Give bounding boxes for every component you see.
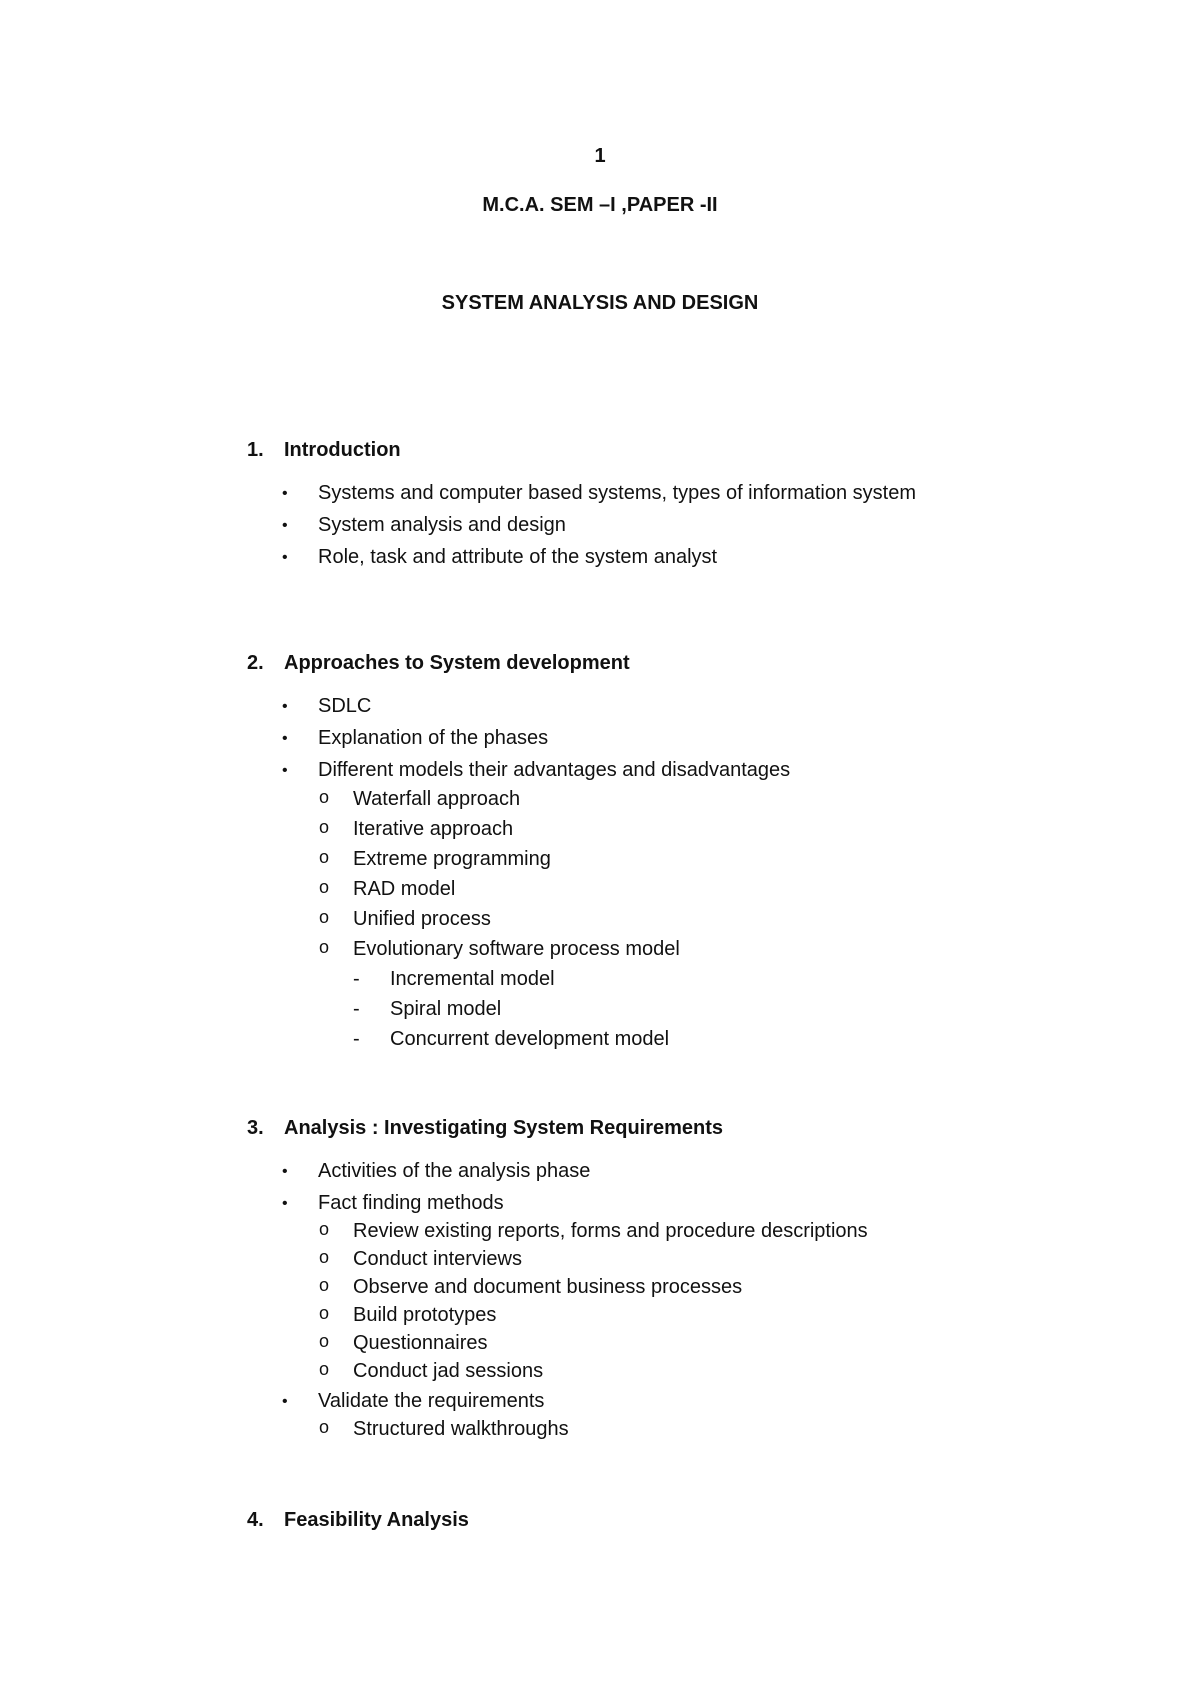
section-number: 4. <box>247 1509 264 1531</box>
section-heading <box>247 438 967 462</box>
bullet-icon: • <box>282 1195 288 1212</box>
sub-item-text: Iterative approach <box>353 818 514 840</box>
dash-icon: - <box>353 968 360 990</box>
list-item <box>247 513 967 538</box>
circle-bullet-icon: o <box>319 937 330 957</box>
list-item <box>247 545 967 570</box>
list-item <box>247 481 967 506</box>
sub-item <box>247 847 967 871</box>
dash-icon: - <box>353 1028 360 1050</box>
bullet-icon: • <box>282 549 288 566</box>
list-item-text: SDLC <box>318 695 372 717</box>
sub-item <box>247 937 967 961</box>
sub-sub-item <box>247 997 967 1021</box>
list-item-text: Different models their advantages and disadvantages <box>318 759 791 781</box>
sub-item-text: Structured walkthroughs <box>353 1418 569 1440</box>
section-number: 1. <box>247 439 264 461</box>
sub-item <box>247 1303 967 1327</box>
circle-bullet-icon: o <box>319 877 330 897</box>
circle-bullet-icon: o <box>319 1417 330 1437</box>
list-item-text: Fact finding methods <box>318 1192 504 1214</box>
list-item <box>247 694 967 719</box>
sub-item <box>247 1331 967 1355</box>
sub-item <box>247 877 967 901</box>
list-item <box>247 726 967 751</box>
sub-item <box>247 1275 967 1299</box>
sub-item <box>247 907 967 931</box>
list-item <box>247 1159 967 1184</box>
sub-sub-item-text: Spiral model <box>390 998 502 1020</box>
section-analysis <box>247 1116 967 1441</box>
sub-item-text: Observe and document business processes <box>353 1276 743 1298</box>
bullet-icon: • <box>282 1393 288 1410</box>
list-item-text: System analysis and design <box>318 514 566 536</box>
circle-bullet-icon: o <box>319 1219 330 1239</box>
sub-item <box>247 1359 967 1383</box>
section-approaches <box>247 651 967 1051</box>
section-heading <box>247 1116 967 1140</box>
circle-bullet-icon: o <box>319 1275 330 1295</box>
list-item <box>247 758 967 783</box>
section-feasibility <box>247 1508 967 1532</box>
sub-sub-item <box>247 1027 967 1051</box>
sub-item <box>247 1247 967 1271</box>
sub-item-text: Conduct jad sessions <box>353 1360 544 1382</box>
bullet-icon: • <box>282 1163 288 1180</box>
bullet-list <box>247 481 967 570</box>
circle-bullet-icon: o <box>319 1303 330 1323</box>
list-item <box>247 1191 967 1216</box>
sub-item-text: Unified process <box>353 908 491 930</box>
course-line: M.C.A. SEM –I ,PAPER -II <box>482 194 718 216</box>
bullet-list <box>247 1159 967 1216</box>
sub-item <box>247 1219 967 1243</box>
list-item-text: Validate the requirements <box>318 1390 545 1412</box>
sub-item <box>247 1417 967 1441</box>
section-title: Approaches to System development <box>284 652 630 674</box>
sub-item-text: Questionnaires <box>353 1332 488 1354</box>
section-number: 3. <box>247 1117 264 1139</box>
sub-sub-item-text: Incremental model <box>390 968 555 990</box>
circle-bullet-icon: o <box>319 1247 330 1267</box>
section-heading <box>247 1508 967 1532</box>
sub-item <box>247 817 967 841</box>
bullet-icon: • <box>282 730 288 747</box>
section-introduction <box>247 438 967 570</box>
circle-bullet-icon: o <box>319 1331 330 1351</box>
section-heading <box>247 651 967 675</box>
bullet-icon: • <box>282 485 288 502</box>
bullet-icon: • <box>282 698 288 715</box>
section-number: 2. <box>247 652 264 674</box>
sub-item-text: Waterfall approach <box>353 788 521 810</box>
circle-bullet-icon: o <box>319 1359 330 1379</box>
section-title: Introduction <box>284 439 401 461</box>
document-title: SYSTEM ANALYSIS AND DESIGN <box>441 292 759 314</box>
list-item <box>247 1389 967 1414</box>
circle-bullet-icon: o <box>319 907 330 927</box>
circle-bullet-icon: o <box>319 787 330 807</box>
dash-icon: - <box>353 998 360 1020</box>
circle-bullet-icon: o <box>319 847 330 867</box>
sub-item-text: Evolutionary software process model <box>353 938 680 960</box>
sub-sub-item-text: Concurrent development model <box>390 1028 670 1050</box>
section-title: Feasibility Analysis <box>284 1509 469 1531</box>
sub-item-text: Review existing reports, forms and procedure descriptions <box>353 1220 868 1242</box>
list-item-text: Systems and computer based systems, types of information system <box>318 482 917 504</box>
sub-sub-item <box>247 967 967 991</box>
section-title: Analysis : Investigating System Requirements <box>284 1117 724 1139</box>
sub-item-text: RAD model <box>353 878 456 900</box>
bullet-list <box>247 694 967 783</box>
bullet-icon: • <box>282 762 288 779</box>
bullet-icon: • <box>282 517 288 534</box>
sub-item-text: Conduct interviews <box>353 1248 522 1270</box>
list-item-text: Role, task and attribute of the system analyst <box>318 546 718 568</box>
page-number: 1 <box>594 145 606 167</box>
list-item-text: Explanation of the phases <box>318 727 549 749</box>
sub-item <box>247 787 967 811</box>
list-item-text: Activities of the analysis phase <box>318 1160 591 1182</box>
sub-item-text: Build prototypes <box>353 1304 497 1326</box>
circle-bullet-icon: o <box>319 817 330 837</box>
bullet-list <box>247 1389 967 1414</box>
sub-item-text: Extreme programming <box>353 848 551 870</box>
